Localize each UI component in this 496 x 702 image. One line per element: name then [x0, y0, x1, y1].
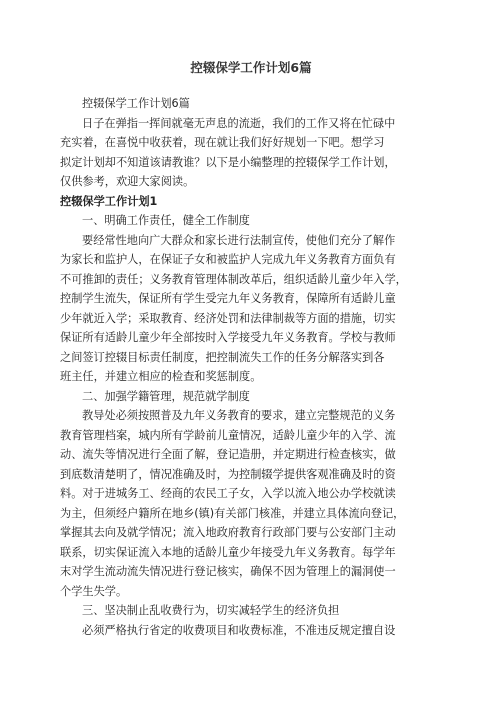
- text-line: 仅供参考，欢迎大家阅读。: [60, 175, 195, 188]
- text-line: 三、坚决制止乱收费行为，切实减轻学生的经济负担: [82, 604, 340, 617]
- text-line: 二、加强学籍管理，规范就学制度: [82, 389, 250, 403]
- text-line: 控制学生流失，保证所有学生受完九年义务教育，保障所有适龄儿童: [60, 292, 396, 305]
- text-line: 必须严格执行省定的收费项目和收费标准，不准违反规定擅自设: [82, 623, 396, 637]
- text-line: 班主任，并建立相应的检查和奖惩制度。: [60, 370, 262, 383]
- text-line: 掌握其去向及就学情况；流入地政府教育行政部门要与公安部门主动: [60, 526, 396, 539]
- document-page: [60, 58, 442, 640]
- document-title: 控辍保学工作计划6篇: [190, 60, 312, 75]
- text-line: 一、明确工作责任，健全工作制度: [82, 214, 250, 227]
- text-line: 个学生失学。: [60, 584, 128, 598]
- text-line: 教育管理档案，城内所有学龄前儿童情况，适龄儿童少年的入学、流: [60, 428, 396, 442]
- text-line: 末对学生流动流失情况进行登记核实，确保不因为管理上的漏洞使一: [60, 565, 396, 578]
- text-line: 之间签订控辍目标责任制度，把控制流失工作的任务分解落实到各: [60, 350, 385, 364]
- text-line: 保证所有适龄儿童少年全部按时入学接受九年义务教育。学校与教师: [60, 331, 396, 344]
- document-body: [60, 94, 442, 640]
- section-heading: 控辍保学工作计划1: [60, 194, 158, 208]
- text-line: 控辍保学工作计划6篇: [82, 97, 190, 110]
- text-line: 动、流失等情况进行全面了解，登记造册，并定期进行检查核实，做: [60, 448, 396, 461]
- text-line: 料。对于进城务工、经商的农民工子女，入学以流入地公办学校就读: [60, 487, 396, 500]
- text-line: 少年就近入学；采取教育、经济处罚和法律制裁等方面的措施，切实: [60, 311, 396, 325]
- text-line: 联系，切实保证流入本地的适龄儿童少年接受九年义务教育。每学年: [60, 545, 396, 559]
- text-line: 为家长和监护人，在保证子女和被监护人完成九年义务教育方面负有: [60, 253, 396, 266]
- text-line: 拟定计划却不知道该请教谁？以下是小编整理的控辍保学工作计划，: [60, 155, 396, 169]
- text-line: 充实着，在喜悦中收获着，现在就让我们好好规划一下吧。想学习: [60, 136, 385, 149]
- text-line: 不可推卸的责任；义务教育管理体制改革后，组织适龄儿童少年入学，: [60, 272, 407, 286]
- text-line: 日子在弹指一挥间就毫无声息的流逝，我们的工作又将在忙碌中: [82, 116, 396, 130]
- text-line: 到底数清楚明了，情况准确及时，为控制辍学提供客观准确及时的资: [60, 467, 396, 481]
- text-line: 要经常性地向广大群众和家长进行法制宣传，使他们充分了解作: [82, 233, 396, 247]
- text-line: 教导处必须按照普及九年义务教育的要求，建立完整规范的义务: [82, 409, 396, 422]
- text-line: 为主，但须经户籍所在地乡(镇)有关部门核准，并建立具体流向登记，: [60, 506, 405, 520]
